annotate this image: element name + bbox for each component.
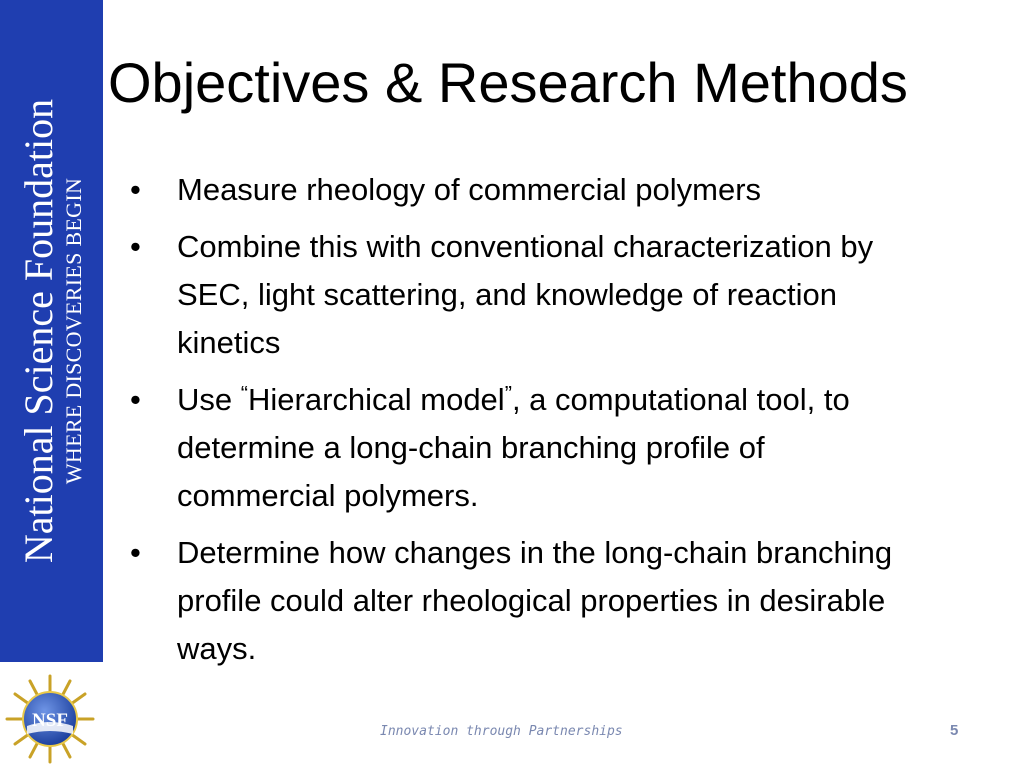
bullet-item: • Combine this with conventional characterization by SEC, light scattering, and knowledge of reaction kinetics [130,223,910,367]
quoted-term: Hierarchical model [247,382,505,417]
sidebar-text [17,99,87,563]
bullet-prefix: Use [177,382,241,417]
bullet-item: • Determine how changes in the long-chain branching profile could alter rheological properties in desirable ways. [130,529,910,673]
slide-title: Objectives & Research Methods [108,51,908,114]
organization-name: National Science Foundation [16,98,61,564]
sidebar-banner [0,0,103,662]
bullet-item [130,376,910,520]
bullet-list [130,166,910,682]
bullet-item: • Measure rheology of commercial polymers [130,166,910,214]
logo-text: NSF [32,710,68,731]
page-number: 5 [950,722,959,739]
nsf-seal-logo [5,674,95,764]
organization-tagline: WHERE DISCOVERIES BEGIN [61,177,86,485]
bullet-suffix: , a computational tool, to determine a long-chain branching profile of commercial polymers. [177,382,850,513]
footer-text: Innovation through Partnerships [380,724,623,739]
close-quote: ” [504,380,512,406]
open-quote: “ [240,380,248,406]
